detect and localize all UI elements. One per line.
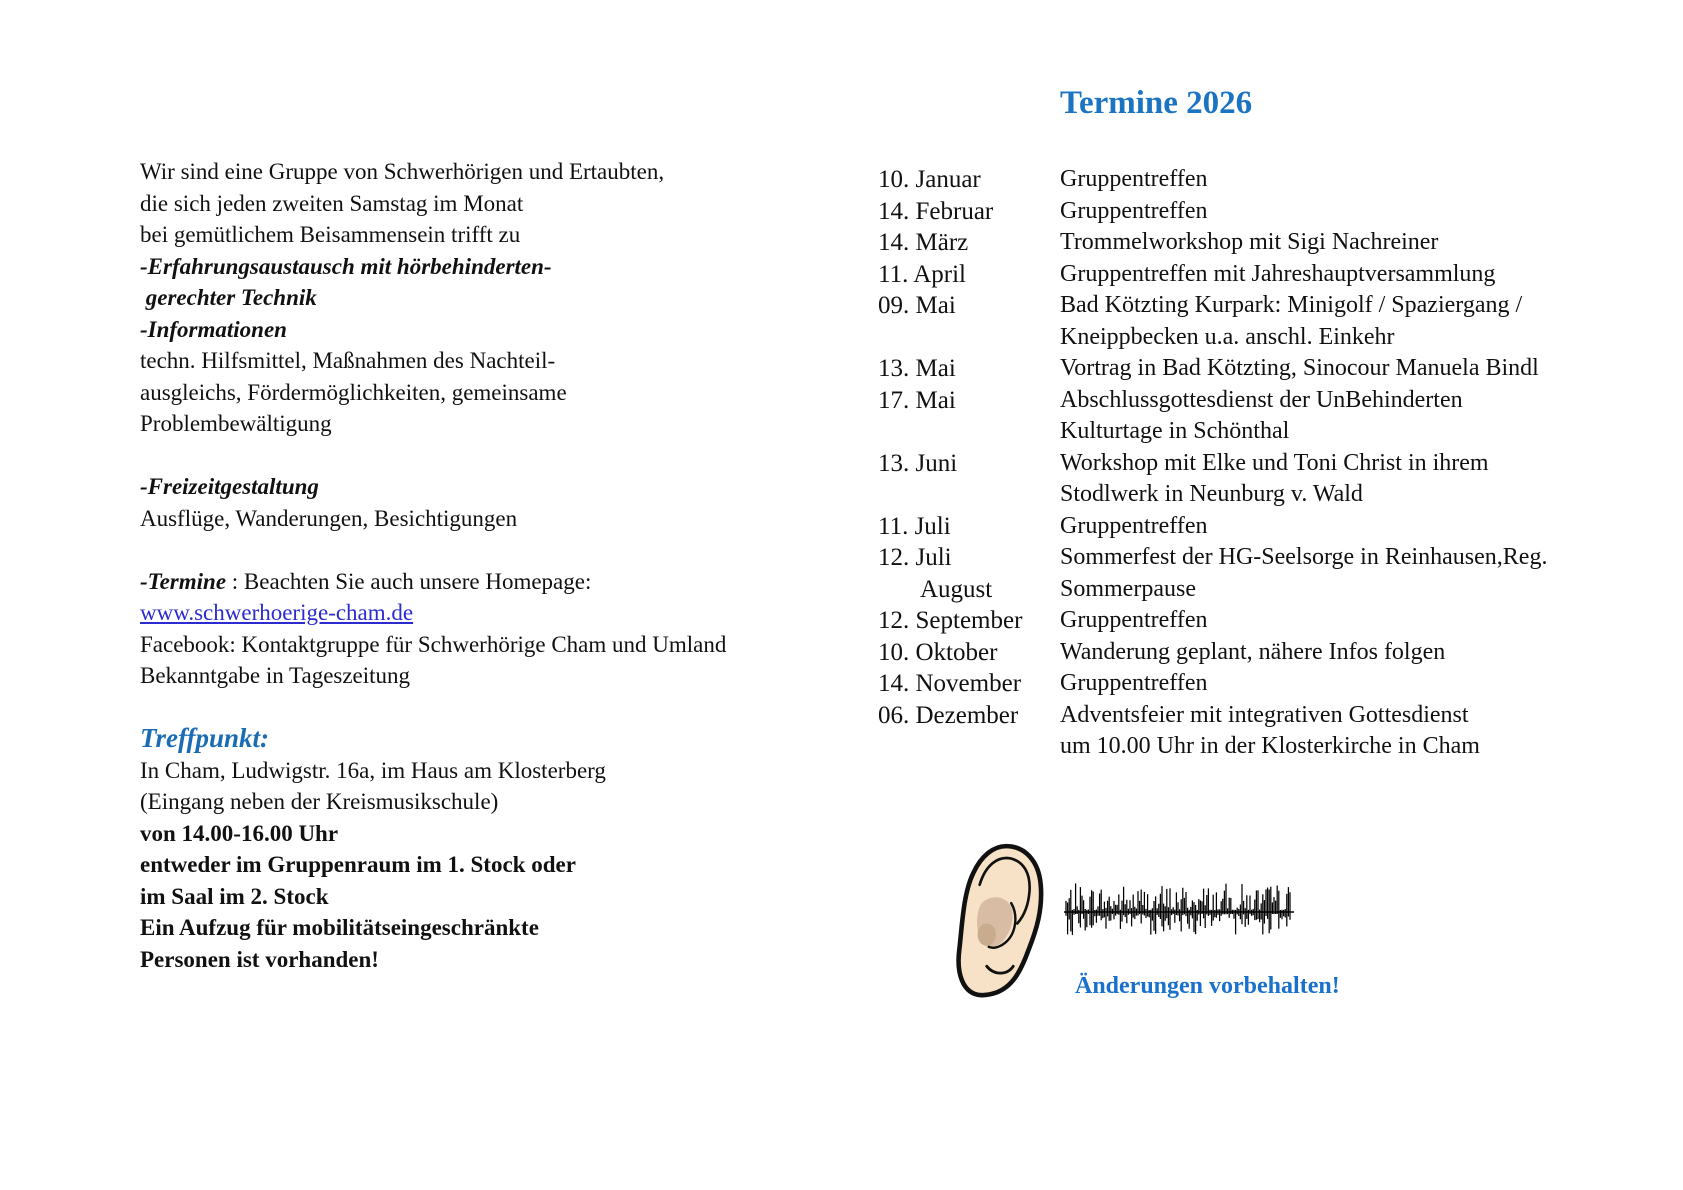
text-line: bei gemütlichem Beisammensein trifft zu bbox=[140, 222, 521, 247]
text-line: (Eingang neben der Kreismusikschule) bbox=[140, 789, 499, 814]
termine-label: -Termine bbox=[140, 568, 227, 594]
text-line: die sich jeden zweiten Samstag im Monat bbox=[140, 190, 524, 216]
ear-icon bbox=[953, 840, 1047, 1008]
schedule-description: um 10.00 Uhr in der Klosterkirche in Cham bbox=[1060, 733, 1480, 759]
schedule-description: Gruppentreffen bbox=[1060, 607, 1208, 633]
schedule-date: 12. September bbox=[878, 607, 1023, 634]
schedule-row bbox=[878, 227, 1578, 259]
text-line: -Informationen bbox=[140, 316, 287, 342]
schedule-row bbox=[878, 416, 1578, 448]
schedule-row bbox=[878, 448, 1578, 480]
schedule-description: Wanderung geplant, nähere Infos folgen bbox=[1060, 638, 1446, 665]
schedule-date: 06. Dezember bbox=[878, 701, 1019, 729]
schedule-row bbox=[878, 259, 1578, 291]
schedule-row bbox=[878, 637, 1578, 669]
termine-title: Termine 2026 bbox=[1060, 85, 1253, 121]
schedule-row bbox=[878, 290, 1578, 322]
schedule-row bbox=[878, 605, 1578, 637]
left-column bbox=[140, 156, 760, 975]
text-line: Wir sind eine Gruppe von Schwerhörigen und Ertaubten, bbox=[140, 159, 665, 184]
schedule-row bbox=[878, 164, 1578, 196]
line-spacer bbox=[140, 692, 760, 724]
schedule-list bbox=[878, 164, 1578, 763]
text-line bbox=[140, 566, 760, 598]
treffpunkt-heading: Treffpunkt: bbox=[140, 723, 270, 753]
schedule-row bbox=[878, 196, 1578, 228]
schedule-date bbox=[878, 416, 1060, 448]
text-line: Facebook: Kontaktgruppe für Schwerhörige Cham und Umland bbox=[140, 631, 727, 657]
schedule-date: 17. Mai bbox=[878, 386, 956, 414]
schedule-date: 09. Mai bbox=[878, 292, 956, 319]
text-line: Ein Aufzug für mobilitätseingeschränkte bbox=[140, 915, 539, 940]
text-line: Personen ist vorhanden! bbox=[140, 946, 379, 972]
schedule-date: 11. April bbox=[878, 260, 966, 288]
text-line: ausgleichs, Fördermöglichkeiten, gemeinsame bbox=[140, 379, 567, 405]
schedule-date: August bbox=[920, 575, 993, 603]
text-line: Bekanntgabe in Tageszeitung bbox=[140, 663, 411, 688]
line-spacer bbox=[140, 534, 760, 566]
schedule-row bbox=[878, 700, 1578, 732]
schedule-row bbox=[878, 574, 1578, 606]
schedule-row bbox=[878, 542, 1578, 574]
text-line: In Cham, Ludwigstr. 16a, im Haus am Klosterberg bbox=[140, 757, 606, 783]
sound-wave-icon bbox=[1062, 880, 1296, 944]
text-line: -Freizeitgestaltung bbox=[140, 474, 319, 499]
text-line: Problembewältigung bbox=[140, 411, 332, 436]
text-line: von 14.00-16.00 Uhr bbox=[140, 820, 339, 846]
line-spacer bbox=[140, 440, 760, 472]
schedule-description: Gruppentreffen bbox=[1060, 512, 1208, 539]
schedule-date bbox=[878, 479, 1060, 511]
schedule-description: Kulturtage in Schönthal bbox=[1060, 418, 1290, 444]
schedule-row bbox=[878, 385, 1578, 417]
schedule-date: 13. Juni bbox=[878, 449, 958, 477]
text-line: techn. Hilfsmittel, Maßnahmen des Nachteil- bbox=[140, 348, 556, 373]
schedule-row bbox=[878, 479, 1578, 511]
schedule-date: 11. Juli bbox=[878, 512, 951, 540]
schedule-row bbox=[878, 731, 1578, 763]
schedule-date: 14. März bbox=[878, 229, 969, 256]
schedule-description: Kneippbecken u.a. anschl. Einkehr bbox=[1060, 323, 1395, 350]
schedule-date bbox=[878, 731, 1060, 763]
schedule-description: Gruppentreffen mit Jahreshauptversammlung bbox=[1060, 260, 1496, 287]
schedule-description: Trommelworkshop mit Sigi Nachreiner bbox=[1060, 229, 1439, 255]
text-line: Ausflüge, Wanderungen, Besichtigungen bbox=[140, 505, 518, 531]
schedule-description: Vortrag in Bad Kötzting, Sinocour Manuela Bindl bbox=[1060, 355, 1539, 381]
changes-note: Änderungen vorbehalten! bbox=[1075, 973, 1340, 999]
text-line: -Erfahrungsaustausch mit hörbehinderten- bbox=[140, 253, 552, 279]
schedule-date bbox=[878, 322, 1060, 354]
schedule-date: 10. Oktober bbox=[878, 638, 998, 666]
schedule-description: Sommerfest der HG-Seelsorge in Reinhausen,Reg. bbox=[1060, 544, 1548, 570]
schedule-description: Abschlussgottesdienst der UnBehinderten bbox=[1060, 386, 1463, 413]
schedule-row bbox=[878, 353, 1578, 385]
schedule-description: Gruppentreffen bbox=[1060, 166, 1208, 192]
schedule-date: 13. Mai bbox=[878, 355, 956, 382]
homepage-link-line bbox=[140, 597, 760, 629]
homepage-link[interactable]: www.schwerhoerige-cham.de bbox=[140, 600, 414, 625]
schedule-description: Bad Kötzting Kurpark: Minigolf / Spaziergang / bbox=[1060, 292, 1523, 318]
text-line: im Saal im 2. Stock bbox=[140, 883, 329, 909]
schedule-description: Stodlwerk in Neunburg v. Wald bbox=[1060, 481, 1363, 507]
schedule-row bbox=[878, 511, 1578, 543]
schedule-row bbox=[878, 668, 1578, 700]
schedule-date: 10. Januar bbox=[878, 166, 981, 193]
schedule-description: Adventsfeier mit integrativen Gottesdienst bbox=[1060, 701, 1469, 728]
text-span: : Beachten Sie auch unsere Homepage: bbox=[226, 568, 592, 594]
text-line: entweder im Gruppenraum im 1. Stock oder bbox=[140, 852, 576, 877]
schedule-date: 14. November bbox=[878, 670, 1022, 697]
schedule-row bbox=[878, 322, 1578, 354]
schedule-date: 12. Juli bbox=[878, 544, 952, 571]
schedule-description: Gruppentreffen bbox=[1060, 670, 1208, 696]
schedule-description: Gruppentreffen bbox=[1060, 197, 1208, 224]
schedule-description: Workshop mit Elke und Toni Christ in ihrem bbox=[1060, 449, 1489, 476]
schedule-description: Sommerpause bbox=[1060, 575, 1196, 602]
text-line: gerechter Technik bbox=[140, 285, 317, 310]
schedule-date: 14. Februar bbox=[878, 197, 994, 225]
